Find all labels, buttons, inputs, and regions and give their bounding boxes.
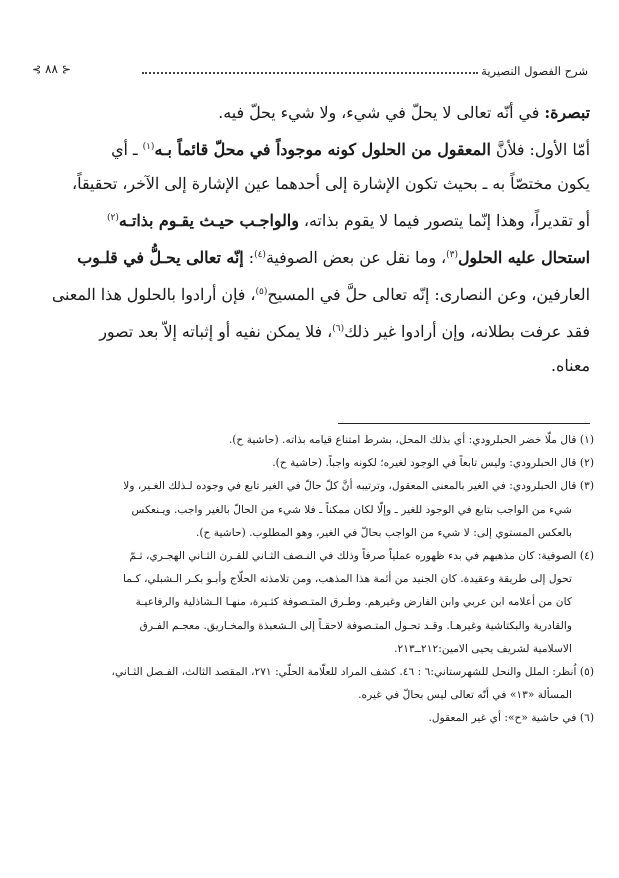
footnote-3-line-1: (٣) قال الحبلرودي: في الغير بالمعنى المعقول، وترتيبه أنَّ كلّ حالّ في الغير تابع في وجوده لـذلك الغـير، ولا bbox=[123, 479, 594, 493]
footnote-4-line-2: تحول إلى طريقة وعقيدة. كان الجنيد من أئمة هذا المذهب، ومن تلامذته الحلّاج وأبـو بكـر الـشبلي، كـما bbox=[123, 572, 572, 586]
left-ornament-icon: ⊰ bbox=[32, 63, 42, 76]
footnote-5-line-2: المسألة «١٣» في أنّه تعالى ليس بحالّ في غيره. bbox=[358, 688, 572, 702]
main-line-5: استحال عليه الحلول$^{(٣)}$، وما نقل عن بعض الصوفية$^{(٤)}$: إنّه تعالى يحـلُّ في قلـوب bbox=[77, 248, 590, 267]
footnote-6: (٦) في حاشية «ح»: أي غير المعقول. bbox=[428, 711, 594, 725]
page-number: ٨٨ bbox=[45, 62, 58, 76]
footnote-3-line-2: شيء من الواجب بتابع في الوجود للغير ـ وإلّا لكان ممكناً ـ فلا شيء من الحالّ بالغير واجب. ويـنعكس bbox=[131, 502, 572, 516]
main-text bbox=[30, 96, 590, 383]
footnote-ref-4: (٤) bbox=[254, 250, 266, 260]
main-line-8: معناه. bbox=[551, 356, 590, 375]
running-header bbox=[32, 62, 588, 82]
footnote-ref-6: (٦) bbox=[332, 324, 345, 334]
right-ornament-icon: ⊱ bbox=[61, 63, 71, 76]
footnote-4-line-5: الاسلامية لشريف يحيى الامين:٢١٢ــ٢١٣. bbox=[394, 641, 572, 655]
main-line-1: تبصرة: في أنّه تعالى لا يحلّ في شيء، ولا شيء يحلّ فيه. bbox=[218, 103, 590, 122]
section-heading: تبصرة: bbox=[544, 103, 590, 122]
footnote-ref-5: (٥) bbox=[255, 287, 268, 297]
book-title: شرح الفصول النصيرية bbox=[481, 64, 588, 78]
footnote-5-line-1: (٥) اُنظر: الملل والنحل للشهرستاني:٦ : ٤٦. كشف المراد للعلّامة الحلّي: ٢٧١، المقصد الثالث، الفـصل الثـاني، bbox=[111, 665, 594, 679]
main-line-7: فقد عرفت بطلانه، وإن أرادوا غير ذلك$^{(٦)}$، فلا يمكن نفيه أو إثباته إلاّ بعد تصور bbox=[99, 322, 590, 341]
footnote-1: (١) قال ملّا خضر الحبلرودي: أي بذلك المحل، بشرط امتناع قيامه بذاته. (حاشية ح). bbox=[228, 433, 594, 446]
footnote-4-line-4: والقادرية والبكتاشية وغيرهـا. وقـد تحـول المتـصوفة لاحقـاً إلى الـشعبذة والمخـاريق. معجـم الفـرق bbox=[139, 618, 572, 632]
footnote-2: (٢) قال الحبلرودي: وليس تابعاً في الوجود لغيره؛ لكونه واجباً. (حاشية ح). bbox=[272, 456, 594, 470]
page-number-block bbox=[32, 62, 71, 76]
footnote-3-line-3: بالعكس المستوي إلى: لا شيء من الواجب بحالّ في الغير، وهو المطلوب. (حاشية ح). bbox=[195, 525, 572, 539]
footnote-ref-1: (١) bbox=[142, 142, 155, 152]
footnotes bbox=[28, 428, 594, 730]
main-line-2: أمّا الأول: فلأنَّ المعقول من الحلول كونه موجوداً في محلّ قائماً بـه$^{(١)}$ ـ أي bbox=[111, 140, 590, 159]
footnote-4-line-3: كان من أعلامه ابن عربي وابن الفارض وغيرهم. وطـرق المتـصوفة كثـيرة، منهـا الـشاذلية والرفاعيـة bbox=[135, 595, 572, 609]
main-line-4: أو تقديراً، وهذا إنّما يتصور فيما لا يقوم بذاته، والواجـب حيـث يقـوم بذاتـه$^{(٢)}$ bbox=[106, 211, 590, 230]
header-dotted-leader bbox=[142, 72, 478, 74]
footnote-separator bbox=[338, 423, 590, 424]
footnote-ref-2: (٢) bbox=[106, 213, 119, 223]
main-line-3: يكون مختصّاً به ـ بحيث تكون الإشارة إلى أحدهما عين الإشارة إلى الآخر، تحقيقاً، bbox=[72, 174, 590, 193]
footnote-4-line-1: (٤) الصوفية: كان مذهبهم في بدء ظهوره عملياً صرفاً وذلك في النـصف الثـاني للقـرن الثـاني الهجـري، ثـمّ bbox=[129, 549, 594, 563]
main-line-6: العارفين، وعن النصارى: إنّه تعالى حلَّ في المسيح$^{(٥)}$، فإن أرادوا بالحلول هذا المعنى bbox=[51, 285, 590, 304]
footnote-ref-3: (٣) bbox=[446, 250, 458, 260]
